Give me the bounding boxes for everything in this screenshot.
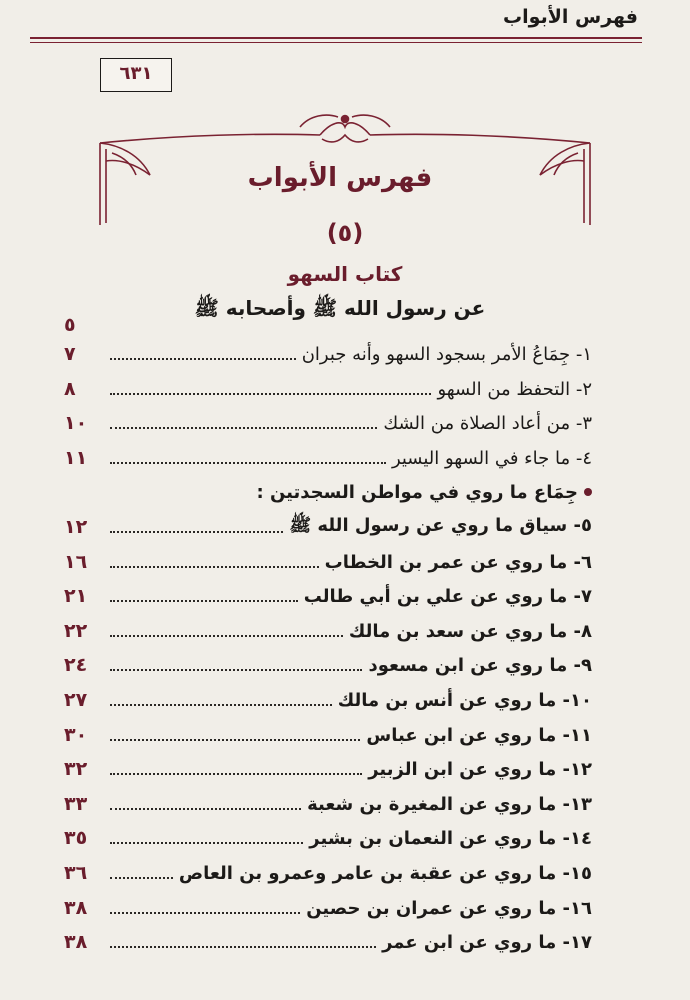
toc-entry-page: ٢٧ [64,689,88,711]
toc-entry-label: ٨- ما روي عن سعد بن مالك [348,620,592,642]
toc-row [64,893,592,923]
toc-row [64,477,592,507]
book-page-number: ٥ [64,314,76,336]
book-title: كتاب السهو [287,262,403,286]
dot-leader [110,531,283,533]
toc-entry-label: ١٥- ما روي عن عقبة بن عامر وعمرو بن العاص [178,862,592,884]
toc-row [64,339,592,369]
toc-entry-label: ١٠- ما روي عن أنس بن مالك [337,689,592,711]
toc-entry-page: ٧ [64,343,76,365]
toc-row [64,650,592,680]
header-rule-thin [30,42,642,43]
toc-row [64,374,592,404]
toc-entry-page: ٣٥ [64,827,88,849]
toc-entry-page: ٢٤ [64,654,88,676]
toc-row [64,443,592,473]
toc-entry-page: ٣٦ [64,862,88,884]
toc-entry-page: ١١ [64,447,88,469]
toc-entry-label: جِمَاع ما روي في مواطن السجدتين : [256,481,578,503]
dot-leader [110,842,303,844]
toc-entry-page: ١٢ [64,516,88,538]
toc-entry-label: ١٦- ما روي عن عمران بن حصين [306,897,592,919]
toc-row [64,858,592,888]
toc-row [64,720,592,750]
dot-leader [110,773,362,775]
toc-entry-label: ٥- سياق ما روي عن رسول الله ﷺ [289,515,592,536]
toc-entry-label: ٢- التحفظ من السهو [437,378,592,400]
toc-row [64,789,592,819]
book-subtitle: عن رسول الله ﷺ وأصحابه ﷺ [194,296,486,320]
toc-entry-label: ٦- ما روي عن عمر بن الخطاب [324,551,592,573]
toc-row [64,512,592,542]
toc-entry-label: ١٧- ما روي عن ابن عمر [382,931,592,953]
toc-row [64,823,592,853]
toc-entry-label: ٤- ما جاء في السهو اليسير [391,447,592,469]
dot-leader [110,739,360,741]
running-title: فهرس الأبواب [503,6,638,28]
toc-entry-page: ٨ [64,378,76,400]
toc-entry-label: ٣- من أعاد الصلاة من الشك [383,412,592,434]
toc-row [64,754,592,784]
dot-leader [110,566,319,568]
dot-leader [110,393,431,395]
toc-row [64,927,592,957]
dot-leader [110,877,173,879]
dot-leader [110,946,376,948]
dot-leader [110,358,296,360]
toc-entry-page: ٣٢ [64,758,88,780]
main-title: فهرس الأبواب [247,163,433,193]
toc-entry-label: ٧- ما روي عن علي بن أبي طالب [303,585,592,607]
volume-number: (٥) [326,219,364,247]
toc-row [64,547,592,577]
page-number-box [100,58,172,92]
toc-row [64,685,592,715]
toc-entry-page: ١٦ [64,551,88,573]
toc-entry-label: ٩- ما روي عن ابن مسعود [368,654,592,676]
toc-entry-label: ١٤- ما روي عن النعمان بن بشير [309,827,592,849]
dot-leader [110,669,362,671]
toc-row [64,616,592,646]
toc-entry-page: ٣٨ [64,931,88,953]
dot-leader [110,635,343,637]
toc-entry-page: ٣٠ [64,724,88,746]
dot-leader [110,808,301,810]
toc-entry-label: ١١- ما روي عن ابن عباس [366,724,592,746]
toc-entry-label: ١٢- ما روي عن ابن الزبير [368,758,592,780]
page-number: ٦٣١ [119,63,153,84]
bullet-icon [584,488,592,496]
dot-leader [110,462,386,464]
toc-entry-page: ٢٢ [64,620,88,642]
dot-leader [110,600,298,602]
toc-entry-label: ١٣- ما روي عن المغيرة بن شعبة [307,793,592,815]
toc-entry-page: ٢١ [64,585,88,607]
dot-leader [110,704,332,706]
toc-entry-page: ٣٣ [64,793,88,815]
toc-entry-page: ١٠ [64,412,88,434]
toc-entry-page: ٣٨ [64,897,88,919]
dot-leader [110,427,377,429]
toc-row [64,408,592,438]
dot-leader [110,912,300,914]
header-rule [30,37,642,39]
toc-entry-label: ١- جِمَاعُ الأمر بسجود السهو وأنه جبران [301,343,592,365]
toc-row [64,581,592,611]
